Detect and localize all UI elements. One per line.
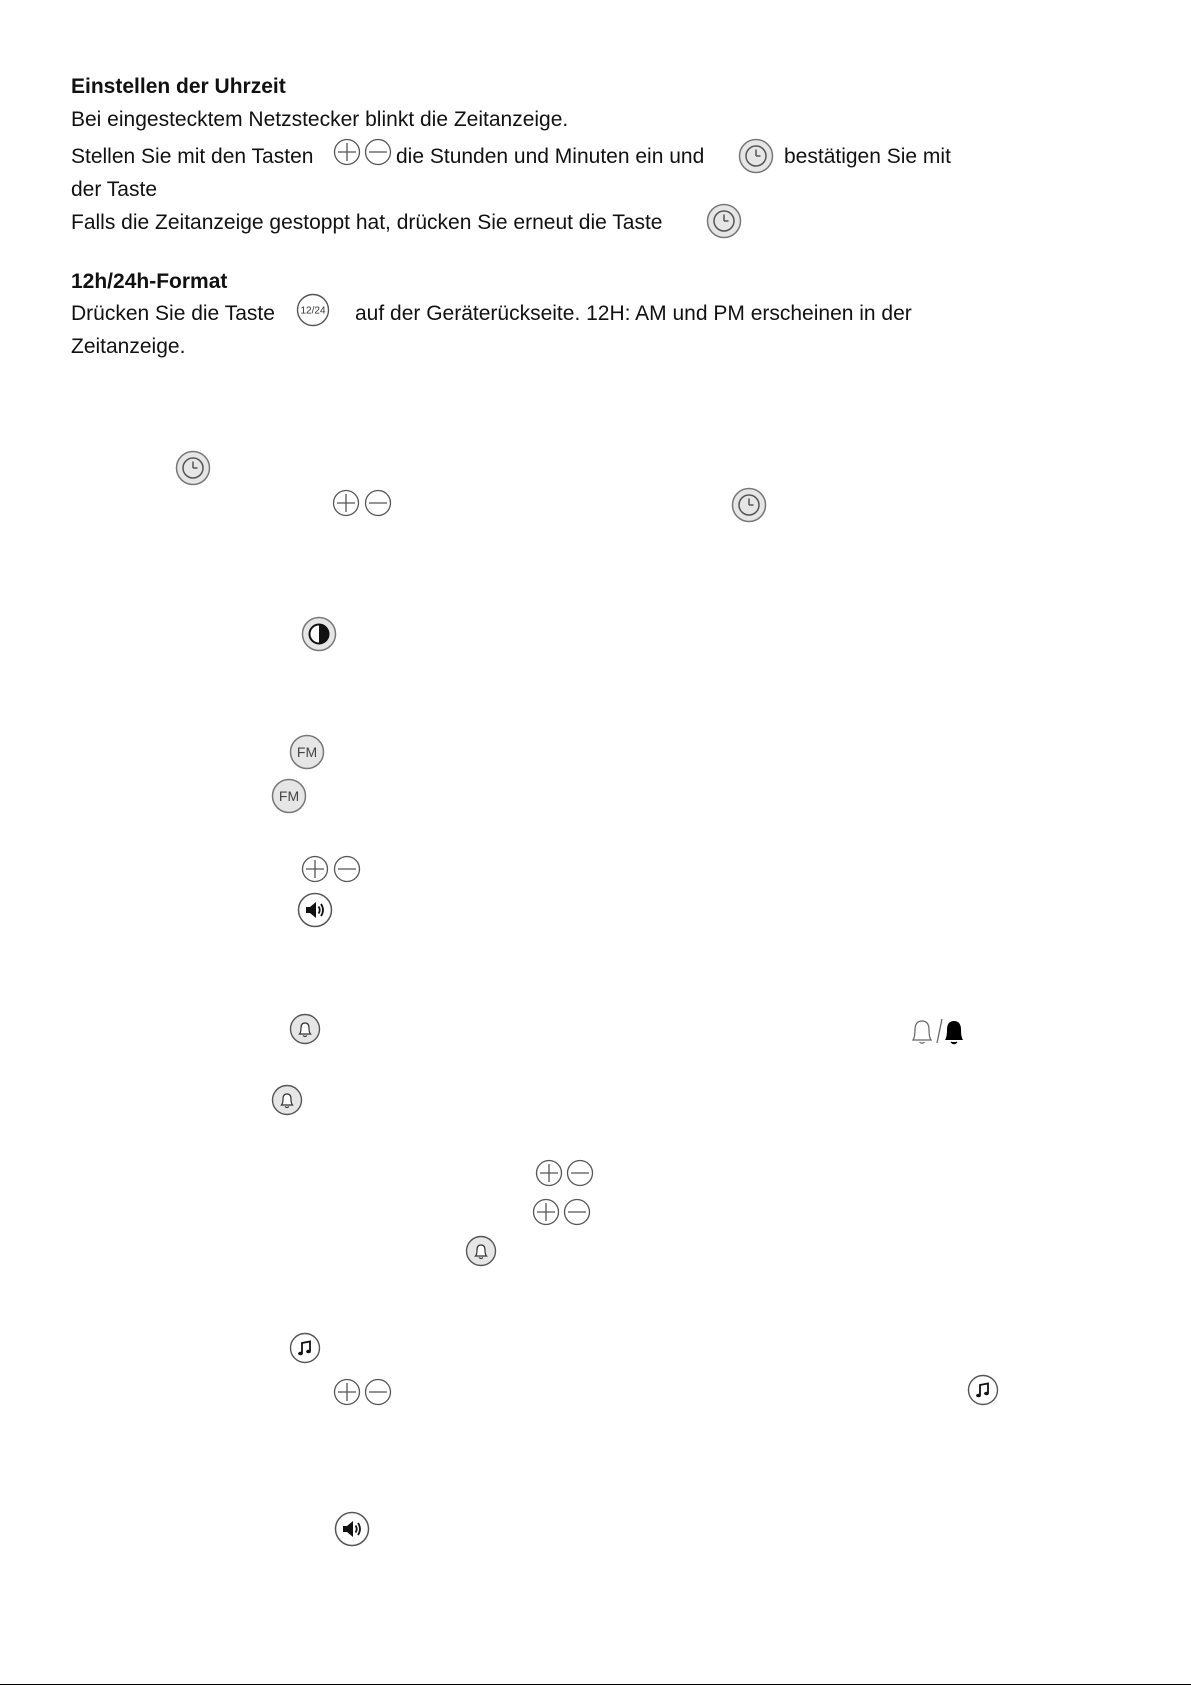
12-24-button-icon — [296, 293, 330, 327]
minus-icon — [364, 1378, 392, 1406]
fm-button-icon — [289, 734, 325, 770]
volume-icon — [334, 1511, 370, 1547]
format-text-line-2: Zeitanzeige. — [71, 335, 186, 358]
minus-icon — [563, 1198, 591, 1226]
plus-icon — [333, 138, 361, 166]
minus-icon — [566, 1159, 594, 1187]
bell-icon — [271, 1084, 303, 1116]
time-text-line-2b: die Stunden und Minuten ein und — [396, 145, 705, 168]
minus-icon — [364, 138, 392, 166]
plus-icon — [535, 1159, 563, 1187]
heading-12-24-format: 12h/24h-Format — [71, 270, 228, 293]
time-text-line-1: Bei eingestecktem Netzstecker blinkt die Zeitanzeige. — [71, 108, 569, 131]
plus-icon — [333, 1378, 361, 1406]
time-text-line-2a: Stellen Sie mit den Tasten — [71, 145, 314, 168]
clock-icon — [731, 487, 767, 523]
format-text-line-1b: auf der Geräterückseite. 12H: AM und PM erscheinen in der — [355, 302, 912, 325]
fm-button-label: FM — [296, 744, 318, 760]
clock-icon — [738, 138, 774, 174]
time-text-line-2c: bestätigen Sie mit — [784, 145, 951, 168]
bell-icon — [465, 1235, 497, 1267]
minus-icon — [333, 855, 361, 883]
plus-icon — [301, 855, 329, 883]
time-text-line-3: der Taste — [71, 178, 157, 201]
plus-icon — [532, 1198, 560, 1226]
music-icon — [967, 1374, 999, 1406]
music-icon — [289, 1332, 321, 1364]
bell-icon — [289, 1013, 321, 1045]
clock-icon — [175, 450, 211, 486]
alarm-off-on-icon — [909, 1015, 969, 1047]
12-24-button-label: 12/24 — [300, 305, 326, 317]
heading-time-setting: Einstellen der Uhrzeit — [71, 75, 286, 98]
clock-icon — [706, 203, 742, 239]
contrast-icon — [301, 616, 337, 652]
fm-button-label: FM — [278, 788, 300, 804]
plus-icon — [332, 489, 360, 517]
format-text-line-1a: Drücken Sie die Taste — [71, 302, 275, 325]
minus-icon — [364, 489, 392, 517]
fm-button-icon — [271, 778, 307, 814]
volume-icon — [297, 892, 333, 928]
time-text-line-4: Falls die Zeitanzeige gestoppt hat, drücken Sie erneut die Taste — [71, 211, 663, 234]
